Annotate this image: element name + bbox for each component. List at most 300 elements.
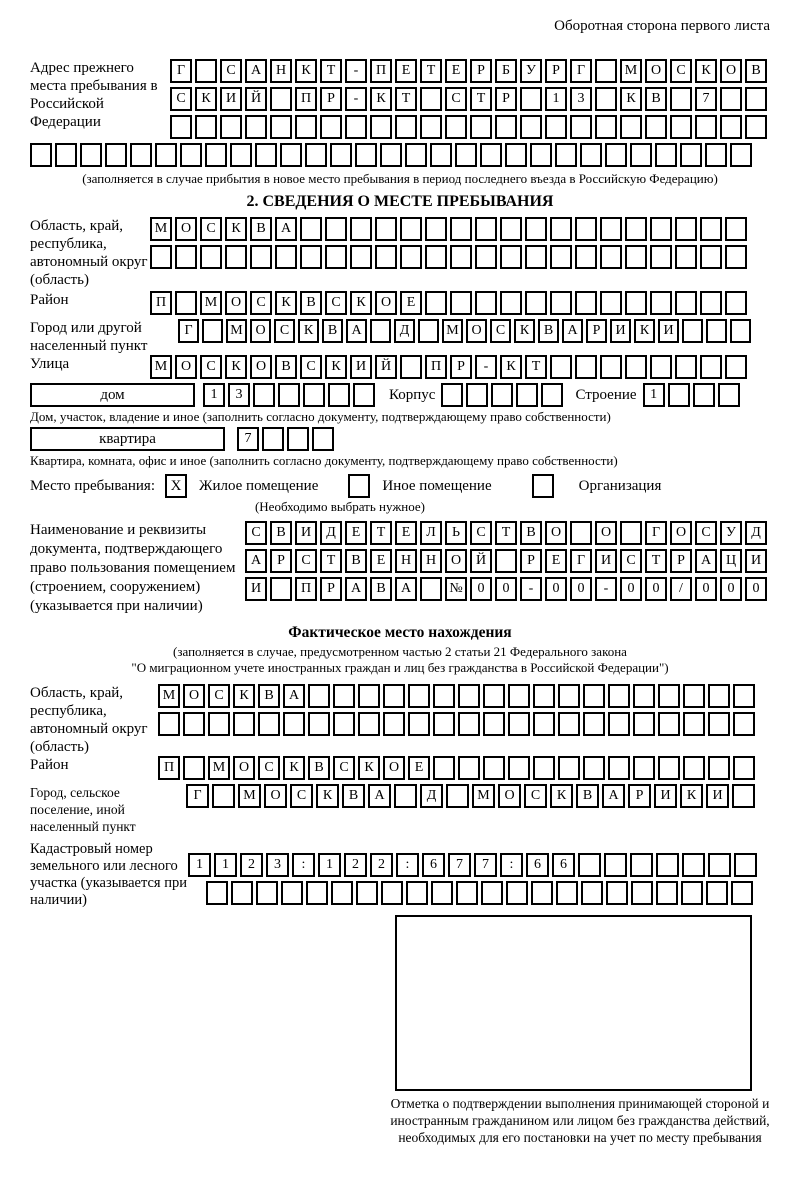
char-box[interactable]: М bbox=[150, 355, 172, 379]
char-box[interactable] bbox=[450, 291, 472, 315]
char-box[interactable] bbox=[730, 319, 751, 343]
char-box[interactable]: Е bbox=[395, 521, 417, 545]
char-box[interactable] bbox=[450, 245, 472, 269]
char-box[interactable] bbox=[300, 245, 322, 269]
char-box[interactable]: 0 bbox=[495, 577, 517, 601]
char-box[interactable] bbox=[495, 549, 517, 573]
char-box[interactable]: А bbox=[368, 784, 391, 808]
char-box[interactable]: С bbox=[620, 549, 642, 573]
char-box[interactable] bbox=[620, 521, 642, 545]
char-box[interactable] bbox=[381, 881, 403, 905]
char-box[interactable]: М bbox=[200, 291, 222, 315]
char-box[interactable] bbox=[606, 881, 628, 905]
other-premises-checkbox[interactable] bbox=[348, 474, 370, 498]
char-box[interactable] bbox=[525, 217, 547, 241]
char-box[interactable]: О bbox=[466, 319, 487, 343]
char-box[interactable]: И bbox=[745, 549, 767, 573]
char-box[interactable]: О bbox=[175, 355, 197, 379]
char-box[interactable] bbox=[725, 245, 747, 269]
char-box[interactable] bbox=[320, 115, 342, 139]
char-box[interactable]: Н bbox=[270, 59, 292, 83]
char-box[interactable] bbox=[491, 383, 513, 407]
char-box[interactable] bbox=[506, 881, 528, 905]
char-box[interactable] bbox=[508, 712, 530, 736]
char-box[interactable]: Р bbox=[270, 549, 292, 573]
char-box[interactable] bbox=[625, 355, 647, 379]
char-box[interactable]: Т bbox=[495, 521, 517, 545]
char-box[interactable]: К bbox=[634, 319, 655, 343]
char-box[interactable]: С bbox=[170, 87, 192, 111]
char-box[interactable] bbox=[558, 684, 580, 708]
char-box[interactable] bbox=[633, 756, 655, 780]
char-box[interactable] bbox=[650, 245, 672, 269]
char-box[interactable]: - bbox=[520, 577, 542, 601]
char-box[interactable] bbox=[306, 881, 328, 905]
char-box[interactable] bbox=[705, 143, 727, 167]
char-box[interactable] bbox=[370, 319, 391, 343]
char-box[interactable]: 3 bbox=[228, 383, 250, 407]
char-box[interactable] bbox=[303, 383, 325, 407]
char-box[interactable]: Е bbox=[445, 59, 467, 83]
char-box[interactable]: С bbox=[295, 549, 317, 573]
char-box[interactable]: А bbox=[245, 549, 267, 573]
char-box[interactable] bbox=[680, 143, 702, 167]
char-box[interactable] bbox=[734, 853, 757, 877]
char-box[interactable] bbox=[600, 291, 622, 315]
char-box[interactable]: С bbox=[274, 319, 295, 343]
char-box[interactable]: С bbox=[300, 355, 322, 379]
char-box[interactable] bbox=[183, 756, 205, 780]
char-box[interactable] bbox=[683, 712, 705, 736]
char-box[interactable] bbox=[466, 383, 488, 407]
char-box[interactable] bbox=[155, 143, 177, 167]
char-box[interactable]: Д bbox=[320, 521, 342, 545]
char-box[interactable]: Е bbox=[408, 756, 430, 780]
char-box[interactable] bbox=[708, 853, 731, 877]
char-box[interactable] bbox=[433, 684, 455, 708]
char-box[interactable]: О bbox=[670, 521, 692, 545]
char-box[interactable]: О bbox=[264, 784, 287, 808]
char-box[interactable]: В bbox=[745, 59, 767, 83]
char-box[interactable] bbox=[483, 684, 505, 708]
char-box[interactable] bbox=[625, 291, 647, 315]
char-box[interactable]: В bbox=[322, 319, 343, 343]
char-box[interactable]: Г bbox=[570, 549, 592, 573]
char-box[interactable] bbox=[55, 143, 77, 167]
char-box[interactable] bbox=[202, 319, 223, 343]
char-box[interactable] bbox=[708, 712, 730, 736]
char-box[interactable] bbox=[695, 115, 717, 139]
char-box[interactable] bbox=[358, 712, 380, 736]
char-box[interactable]: Й bbox=[470, 549, 492, 573]
char-box[interactable]: С bbox=[208, 684, 230, 708]
char-box[interactable] bbox=[458, 756, 480, 780]
char-box[interactable]: Р bbox=[586, 319, 607, 343]
char-box[interactable] bbox=[270, 87, 292, 111]
char-box[interactable]: А bbox=[245, 59, 267, 83]
char-box[interactable] bbox=[745, 87, 767, 111]
char-box[interactable] bbox=[583, 712, 605, 736]
char-box[interactable]: И bbox=[295, 521, 317, 545]
char-box[interactable]: О bbox=[375, 291, 397, 315]
char-box[interactable]: Т bbox=[370, 521, 392, 545]
char-box[interactable]: - bbox=[475, 355, 497, 379]
char-box[interactable]: С bbox=[325, 291, 347, 315]
char-box[interactable] bbox=[408, 684, 430, 708]
char-box[interactable] bbox=[630, 853, 653, 877]
char-box[interactable]: А bbox=[346, 319, 367, 343]
char-box[interactable]: : bbox=[292, 853, 315, 877]
char-box[interactable]: 0 bbox=[645, 577, 667, 601]
char-box[interactable] bbox=[508, 756, 530, 780]
char-box[interactable]: 1 bbox=[188, 853, 211, 877]
char-box[interactable]: - bbox=[345, 59, 367, 83]
char-box[interactable]: М bbox=[226, 319, 247, 343]
char-box[interactable]: Т bbox=[470, 87, 492, 111]
char-box[interactable]: 0 bbox=[570, 577, 592, 601]
char-box[interactable] bbox=[350, 217, 372, 241]
char-box[interactable]: / bbox=[670, 577, 692, 601]
char-box[interactable] bbox=[533, 756, 555, 780]
char-box[interactable]: 3 bbox=[266, 853, 289, 877]
char-box[interactable] bbox=[558, 756, 580, 780]
char-box[interactable] bbox=[262, 427, 284, 451]
char-box[interactable]: 3 bbox=[570, 87, 592, 111]
char-box[interactable]: Н bbox=[420, 549, 442, 573]
char-box[interactable] bbox=[608, 712, 630, 736]
char-box[interactable]: О bbox=[183, 684, 205, 708]
char-box[interactable] bbox=[700, 291, 722, 315]
char-box[interactable] bbox=[270, 115, 292, 139]
char-box[interactable] bbox=[720, 87, 742, 111]
char-box[interactable] bbox=[608, 684, 630, 708]
char-box[interactable]: В bbox=[342, 784, 365, 808]
char-box[interactable]: К bbox=[680, 784, 703, 808]
char-box[interactable] bbox=[255, 143, 277, 167]
char-box[interactable]: К bbox=[550, 784, 573, 808]
char-box[interactable] bbox=[430, 143, 452, 167]
char-box[interactable] bbox=[658, 756, 680, 780]
char-box[interactable]: М bbox=[620, 59, 642, 83]
char-box[interactable] bbox=[300, 217, 322, 241]
char-box[interactable] bbox=[633, 684, 655, 708]
char-box[interactable] bbox=[431, 881, 453, 905]
char-box[interactable] bbox=[220, 115, 242, 139]
char-box[interactable] bbox=[520, 115, 542, 139]
char-box[interactable] bbox=[682, 319, 703, 343]
char-box[interactable]: В bbox=[270, 521, 292, 545]
char-box[interactable]: О bbox=[498, 784, 521, 808]
char-box[interactable] bbox=[575, 355, 597, 379]
char-box[interactable] bbox=[225, 245, 247, 269]
char-box[interactable]: У bbox=[720, 521, 742, 545]
char-box[interactable] bbox=[483, 712, 505, 736]
char-box[interactable]: М bbox=[472, 784, 495, 808]
char-box[interactable]: С bbox=[258, 756, 280, 780]
char-box[interactable]: К bbox=[500, 355, 522, 379]
char-box[interactable] bbox=[693, 383, 715, 407]
char-box[interactable]: : bbox=[500, 853, 523, 877]
char-box[interactable] bbox=[308, 684, 330, 708]
char-box[interactable] bbox=[625, 245, 647, 269]
char-box[interactable]: К bbox=[695, 59, 717, 83]
char-box[interactable]: Т bbox=[320, 549, 342, 573]
char-box[interactable] bbox=[356, 881, 378, 905]
char-box[interactable] bbox=[445, 115, 467, 139]
char-box[interactable] bbox=[656, 881, 678, 905]
char-box[interactable] bbox=[458, 712, 480, 736]
char-box[interactable] bbox=[575, 245, 597, 269]
char-box[interactable]: - bbox=[345, 87, 367, 111]
char-box[interactable]: - bbox=[595, 577, 617, 601]
char-box[interactable]: С bbox=[290, 784, 313, 808]
char-box[interactable] bbox=[500, 291, 522, 315]
char-box[interactable] bbox=[533, 684, 555, 708]
char-box[interactable] bbox=[525, 245, 547, 269]
char-box[interactable] bbox=[150, 245, 172, 269]
char-box[interactable]: К bbox=[195, 87, 217, 111]
char-box[interactable]: Г bbox=[645, 521, 667, 545]
char-box[interactable]: О bbox=[545, 521, 567, 545]
char-box[interactable] bbox=[655, 143, 677, 167]
char-box[interactable] bbox=[500, 245, 522, 269]
char-box[interactable] bbox=[183, 712, 205, 736]
char-box[interactable] bbox=[287, 427, 309, 451]
char-box[interactable] bbox=[195, 115, 217, 139]
char-box[interactable] bbox=[550, 217, 572, 241]
char-box[interactable] bbox=[425, 245, 447, 269]
char-box[interactable] bbox=[355, 143, 377, 167]
char-box[interactable]: 1 bbox=[203, 383, 225, 407]
char-box[interactable] bbox=[645, 115, 667, 139]
char-box[interactable]: 1 bbox=[318, 853, 341, 877]
char-box[interactable]: С bbox=[200, 355, 222, 379]
char-box[interactable] bbox=[283, 712, 305, 736]
char-box[interactable] bbox=[531, 881, 553, 905]
char-box[interactable] bbox=[456, 881, 478, 905]
char-box[interactable]: Д bbox=[394, 319, 415, 343]
char-box[interactable]: 0 bbox=[745, 577, 767, 601]
char-box[interactable] bbox=[305, 143, 327, 167]
char-box[interactable] bbox=[245, 115, 267, 139]
char-box[interactable] bbox=[206, 881, 228, 905]
char-box[interactable]: С bbox=[445, 87, 467, 111]
char-box[interactable]: Т bbox=[395, 87, 417, 111]
char-box[interactable] bbox=[605, 143, 627, 167]
char-box[interactable]: О bbox=[383, 756, 405, 780]
char-box[interactable]: Е bbox=[545, 549, 567, 573]
char-box[interactable]: Е bbox=[370, 549, 392, 573]
char-box[interactable] bbox=[175, 245, 197, 269]
char-box[interactable]: 0 bbox=[695, 577, 717, 601]
char-box[interactable] bbox=[418, 319, 439, 343]
char-box[interactable] bbox=[633, 712, 655, 736]
char-box[interactable] bbox=[530, 143, 552, 167]
char-box[interactable]: 0 bbox=[620, 577, 642, 601]
char-box[interactable] bbox=[450, 217, 472, 241]
char-box[interactable] bbox=[550, 245, 572, 269]
char-box[interactable] bbox=[520, 87, 542, 111]
char-box[interactable] bbox=[330, 143, 352, 167]
char-box[interactable] bbox=[595, 87, 617, 111]
char-box[interactable] bbox=[733, 684, 755, 708]
char-box[interactable]: А bbox=[562, 319, 583, 343]
char-box[interactable]: 0 bbox=[720, 577, 742, 601]
char-box[interactable] bbox=[158, 712, 180, 736]
char-box[interactable] bbox=[370, 115, 392, 139]
char-box[interactable]: В bbox=[345, 549, 367, 573]
char-box[interactable]: Р bbox=[628, 784, 651, 808]
char-box[interactable] bbox=[375, 217, 397, 241]
char-box[interactable] bbox=[480, 143, 502, 167]
char-box[interactable] bbox=[105, 143, 127, 167]
char-box[interactable]: О bbox=[233, 756, 255, 780]
char-box[interactable]: Е bbox=[400, 291, 422, 315]
char-box[interactable]: В bbox=[538, 319, 559, 343]
char-box[interactable] bbox=[383, 712, 405, 736]
residential-checkbox[interactable]: X bbox=[165, 474, 187, 498]
char-box[interactable]: Н bbox=[395, 549, 417, 573]
char-box[interactable]: В bbox=[520, 521, 542, 545]
char-box[interactable] bbox=[333, 712, 355, 736]
char-box[interactable] bbox=[420, 87, 442, 111]
char-box[interactable] bbox=[620, 115, 642, 139]
char-box[interactable] bbox=[281, 881, 303, 905]
char-box[interactable] bbox=[425, 217, 447, 241]
char-box[interactable] bbox=[725, 291, 747, 315]
char-box[interactable] bbox=[408, 712, 430, 736]
char-box[interactable]: Р bbox=[495, 87, 517, 111]
char-box[interactable] bbox=[358, 684, 380, 708]
char-box[interactable]: И bbox=[610, 319, 631, 343]
char-box[interactable]: А bbox=[602, 784, 625, 808]
char-box[interactable] bbox=[130, 143, 152, 167]
char-box[interactable] bbox=[433, 756, 455, 780]
char-box[interactable] bbox=[395, 115, 417, 139]
char-box[interactable] bbox=[295, 115, 317, 139]
char-box[interactable]: В bbox=[308, 756, 330, 780]
char-box[interactable] bbox=[706, 881, 728, 905]
char-box[interactable] bbox=[505, 143, 527, 167]
char-box[interactable]: С bbox=[245, 521, 267, 545]
char-box[interactable] bbox=[280, 143, 302, 167]
char-box[interactable]: И bbox=[595, 549, 617, 573]
char-box[interactable] bbox=[233, 712, 255, 736]
char-box[interactable]: М bbox=[208, 756, 230, 780]
char-box[interactable]: Т bbox=[645, 549, 667, 573]
char-box[interactable]: С bbox=[470, 521, 492, 545]
char-box[interactable]: 2 bbox=[344, 853, 367, 877]
char-box[interactable] bbox=[600, 355, 622, 379]
char-box[interactable] bbox=[650, 291, 672, 315]
char-box[interactable] bbox=[256, 881, 278, 905]
char-box[interactable] bbox=[700, 355, 722, 379]
char-box[interactable] bbox=[656, 853, 679, 877]
char-box[interactable] bbox=[581, 881, 603, 905]
char-box[interactable] bbox=[345, 115, 367, 139]
char-box[interactable]: С bbox=[333, 756, 355, 780]
char-box[interactable]: Е bbox=[395, 59, 417, 83]
char-box[interactable] bbox=[682, 853, 705, 877]
char-box[interactable]: И bbox=[658, 319, 679, 343]
char-box[interactable]: 2 bbox=[370, 853, 393, 877]
char-box[interactable]: Р bbox=[670, 549, 692, 573]
char-box[interactable]: К bbox=[316, 784, 339, 808]
char-box[interactable] bbox=[683, 756, 705, 780]
char-box[interactable]: О bbox=[175, 217, 197, 241]
char-box[interactable]: М bbox=[150, 217, 172, 241]
char-box[interactable] bbox=[541, 383, 563, 407]
char-box[interactable]: М bbox=[442, 319, 463, 343]
char-box[interactable] bbox=[516, 383, 538, 407]
char-box[interactable] bbox=[733, 712, 755, 736]
char-box[interactable] bbox=[718, 383, 740, 407]
char-box[interactable] bbox=[558, 712, 580, 736]
char-box[interactable] bbox=[658, 712, 680, 736]
char-box[interactable]: К bbox=[283, 756, 305, 780]
char-box[interactable] bbox=[333, 684, 355, 708]
char-box[interactable]: 1 bbox=[643, 383, 665, 407]
char-box[interactable]: И bbox=[220, 87, 242, 111]
char-box[interactable]: Д bbox=[745, 521, 767, 545]
char-box[interactable]: О bbox=[720, 59, 742, 83]
char-box[interactable]: С bbox=[524, 784, 547, 808]
char-box[interactable] bbox=[570, 115, 592, 139]
char-box[interactable] bbox=[525, 291, 547, 315]
char-box[interactable] bbox=[650, 355, 672, 379]
char-box[interactable] bbox=[400, 355, 422, 379]
char-box[interactable]: О bbox=[250, 319, 271, 343]
char-box[interactable] bbox=[670, 87, 692, 111]
char-box[interactable] bbox=[455, 143, 477, 167]
char-box[interactable] bbox=[575, 217, 597, 241]
char-box[interactable] bbox=[400, 217, 422, 241]
char-box[interactable] bbox=[420, 115, 442, 139]
char-box[interactable] bbox=[475, 291, 497, 315]
char-box[interactable]: С bbox=[200, 217, 222, 241]
char-box[interactable] bbox=[730, 143, 752, 167]
char-box[interactable]: И bbox=[654, 784, 677, 808]
char-box[interactable]: П bbox=[295, 577, 317, 601]
char-box[interactable] bbox=[700, 217, 722, 241]
char-box[interactable]: К bbox=[295, 59, 317, 83]
char-box[interactable]: А bbox=[695, 549, 717, 573]
char-box[interactable] bbox=[80, 143, 102, 167]
char-box[interactable]: Р bbox=[320, 87, 342, 111]
char-box[interactable] bbox=[331, 881, 353, 905]
char-box[interactable] bbox=[583, 684, 605, 708]
char-box[interactable]: П bbox=[295, 87, 317, 111]
char-box[interactable]: О bbox=[250, 355, 272, 379]
char-box[interactable]: 2 bbox=[240, 853, 263, 877]
char-box[interactable]: К bbox=[298, 319, 319, 343]
char-box[interactable] bbox=[600, 245, 622, 269]
char-box[interactable] bbox=[675, 217, 697, 241]
char-box[interactable] bbox=[353, 383, 375, 407]
char-box[interactable]: К bbox=[275, 291, 297, 315]
char-box[interactable] bbox=[278, 383, 300, 407]
char-box[interactable]: И bbox=[245, 577, 267, 601]
char-box[interactable]: 7 bbox=[237, 427, 259, 451]
char-box[interactable]: С bbox=[695, 521, 717, 545]
char-box[interactable] bbox=[383, 684, 405, 708]
char-box[interactable]: О bbox=[225, 291, 247, 315]
char-box[interactable] bbox=[708, 684, 730, 708]
char-box[interactable]: К bbox=[358, 756, 380, 780]
char-box[interactable] bbox=[312, 427, 334, 451]
char-box[interactable] bbox=[595, 115, 617, 139]
char-box[interactable]: П bbox=[370, 59, 392, 83]
